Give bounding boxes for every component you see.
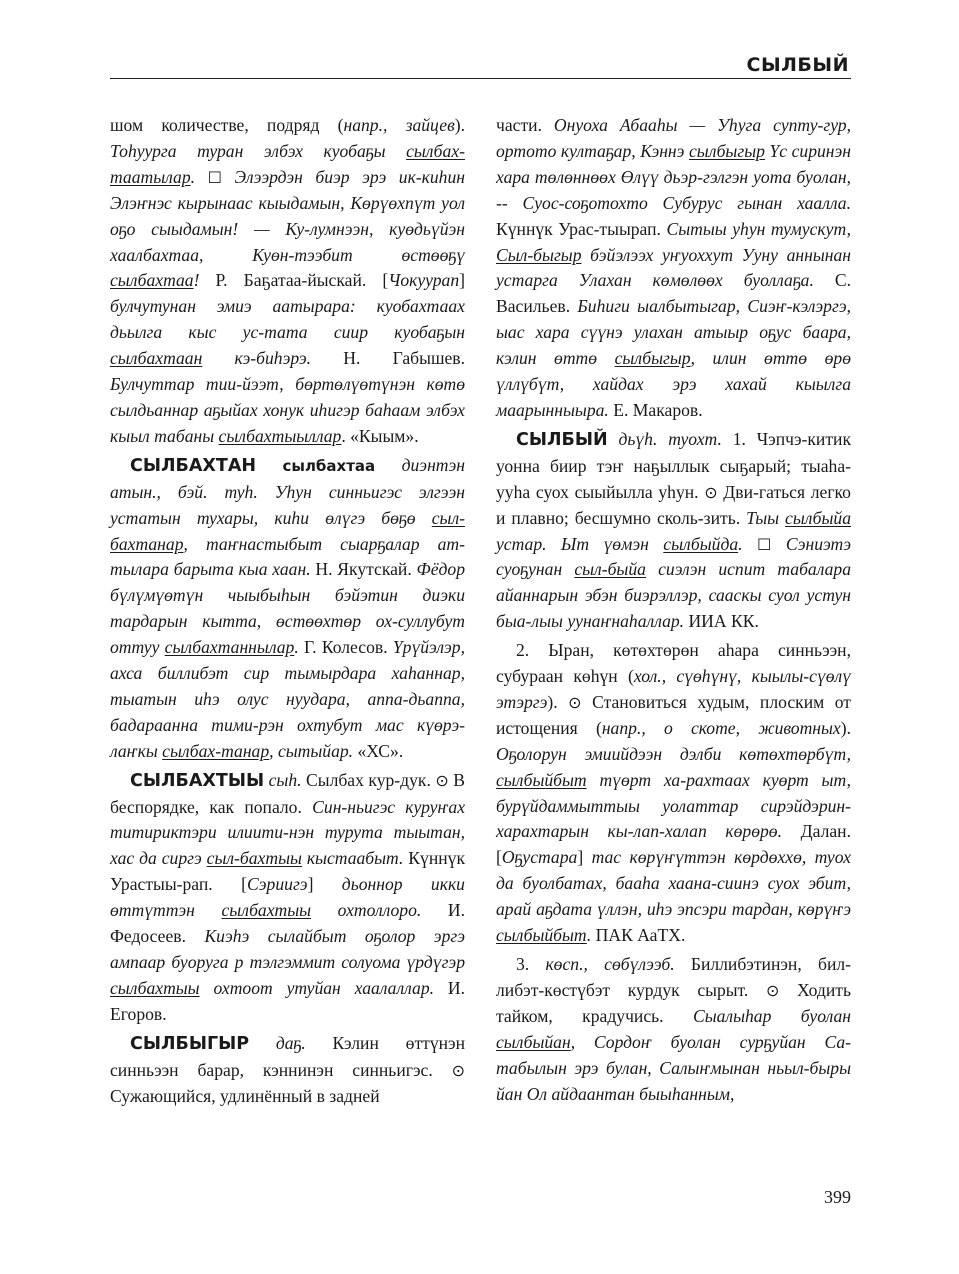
circle-dot-icon: ⊙	[568, 692, 582, 712]
circle-dot-icon: ⊙	[435, 770, 449, 790]
circle-dot-icon: ⊙	[704, 482, 718, 502]
entry-sylbakhtan: СЫЛБАХТАН сылбахтаа диэнтэн атын., бэй. туһ. Уһун синньигэс элгээн устатын тухары, киһи өлүгэ бөҕө сыл-бахтанар, таҥнастыбыт сыарҕалар ат-тылара барыта кыа хаан. Н. Якутскай. Фёдор бүлүмүөтүн чыыбыһын бэйэтин диэки тардарын кытта, өстөөхтөр ох-суллубут оттуу сылбахтаннылар. Г. Колесов. Үрүйэлэр, ахса биллибэт сир тымырдара хаһаннар, тыатын иһэ олус нуудара, аппа-дьаппа, бадараанна тими-рэн охтубут мас күөрэ-лаҥкы сылбах-танар, сытыйар. «ХС».	[110, 454, 465, 761]
left-column	[110, 113, 465, 1109]
square-icon: ☐	[207, 167, 222, 187]
headword: СЫЛБАХТАН	[130, 455, 257, 476]
entry-sylbyy: СЫЛБЫЙ дьүһ. туохт. 1. Чэпчэ-китик уонна биир тэҥ наҕыллык сыҕарый; тыаһа-ууһа суох сыыйылла уһун. ⊙ Дви-гаться легко и плавно; бесшумно сколь-зить. Тыы сылбыйа устар. Ыт үөмэн сылбыйда. ☐ Сэниэтэ суоҕунан сыл-быйа сиэлэн испит табалара айаннарын эбэн биэрэллэр, сааскы суол устун быа-лыы уунаҥнаһаллар. ИИА КК.	[496, 428, 852, 632]
header-rule	[110, 78, 851, 79]
headword: СЫЛБЫГЫР	[130, 1033, 250, 1054]
sense-2: 2. Ыран, көтөхтөрөн аһара синньээн, субураан көһүн (хол., сүөһүнү, кыылы-сүөлү этэргэ). ⊙ Становиться худым, плоским от истощения (напр., о скоте, животных). Оҕолорун эмиийдээн дэлби көтөхтөрбүт, сылбыйбыт түөрт ха-рахтааx куөрт ыт, бурүйдаммыттыы уолаттар сирэйдэрин-харахтарын кы-лап-халап көрөрө. Далан. [Оҕустара] тас көрүҥүттэн көрдөххө, туох да буолбатах, бааһа хаана-сиинэ суох эбит, арай аҕдата үллэн, иһэ эпсэри тардан, көрүҥэ сылбыйбыт. ПАК АаТХ.	[496, 640, 852, 946]
headword: СЫЛБЫЙ	[516, 429, 608, 450]
sense-3: 3. көсп., сөбүлээб. Биллибэтинэн, бил-либэт-көстүбэт курдук сырыт. ⊙ Ходить тайком, крадучись. Сыалыһар буолан сылбыйан, Сордоҥ буолан сурҕуйан Са-табылын эрэ булан, Салыҥмынан ньыл-быры йан Ол айдаантан быыһанным,	[496, 954, 851, 1104]
running-title: СЫЛБЫЙ	[746, 54, 849, 76]
entry-sylbakhtyy: СЫЛБАХТЫЫ сыһ. Сылбах кур-дук. ⊙ В беспорядке, как попало. Син-ньигэс куруҥах титириктэри илиити-нэн турута тыытан, хас да сиргэ сыл-бахтыы кыстаабыт. Күннүк Урастыы-рап. [Сэриигэ] дьоннор икки өттүттэн сылбахтыы охтоллоро. И. Федосеев. Киэһэ сылайбыт оҕолор эргэ ампаар буоруга р тэлгэммит солуома үрдүгэр сылбахтыы охтоот утуйан хаалаллар. И. Егоров.	[110, 769, 466, 1024]
entry-sylbygyr: СЫЛБЫГЫР даҕ. Кэлин өттүнэн синньээн барар, кэннинэн синньигэс. ⊙ Сужающийся, удлинённый в задней	[110, 1032, 465, 1106]
square-icon: ☐	[757, 534, 772, 554]
entry-continuation: шом количестве, подряд (напр., зайцев). Тоһуурга туран элбэх куобаҕы сылбах-таатылар. ☐ Элээрдэн биэр эрэ ик-киһин Элэҥнэс кырынаас кыыдамын, Көрүөхпүт уол оҕо сыыдамын! — Ку-лумнээн, куөдьүйэн хаалбахтаа, Куөн-тээбит өстөөҕү сылбахтаа! Р. Баҕатаа-йыскай. [Чокуурап] булчутунан эмиэ аатырара: куобахтааx дьылга кыс ус-тата сиир куобаҕын сылбахтаан кэ-биһэрэ. Н. Габышев. Булчуттар тии-йээт, бөртөлүөтүнэн көтө сылдьаннар аҕыйах хонук иһигэр баһаам элбэх кыыл табаны сылбахтыыллар. «Кыым».	[110, 115, 466, 446]
circle-dot-icon: ⊙	[765, 980, 780, 1000]
headword: СЫЛБАХТЫЫ	[130, 770, 265, 791]
page-number: 399	[824, 1187, 851, 1207]
entry-continuation: части. Онуоха Абааһы — Уһуга супту-гур, ортото култаҕар, Кэннэ сылбыгыр Үс сиринэн хара төлөннөөх Өлүү дьэр-гэлгэн уота буолан, -- Суос-соҕотохто Субурус гынан хаалла. Күннүк Урас-тыырап. Сытыы уһун тумускут, Сыл-быгыр бэйэлээх уҥуоххут Ууну аннынан устарга Улахан көмөлөөх буоллаҕа. С. Васильев. Биһиги ыалбытыгар, Сиэҥ-кэлэргэ, ыас хара сүүнэ улахан атыыр оҕус баара, кэлин өттө сылбыгыр, илин өттө өрө үллүбүт, хайдах эрэ хахай кыылга маарынныыра. Е. Макаров.	[496, 115, 852, 420]
right-column	[496, 113, 851, 1107]
circle-dot-icon: ⊙	[451, 1060, 465, 1080]
